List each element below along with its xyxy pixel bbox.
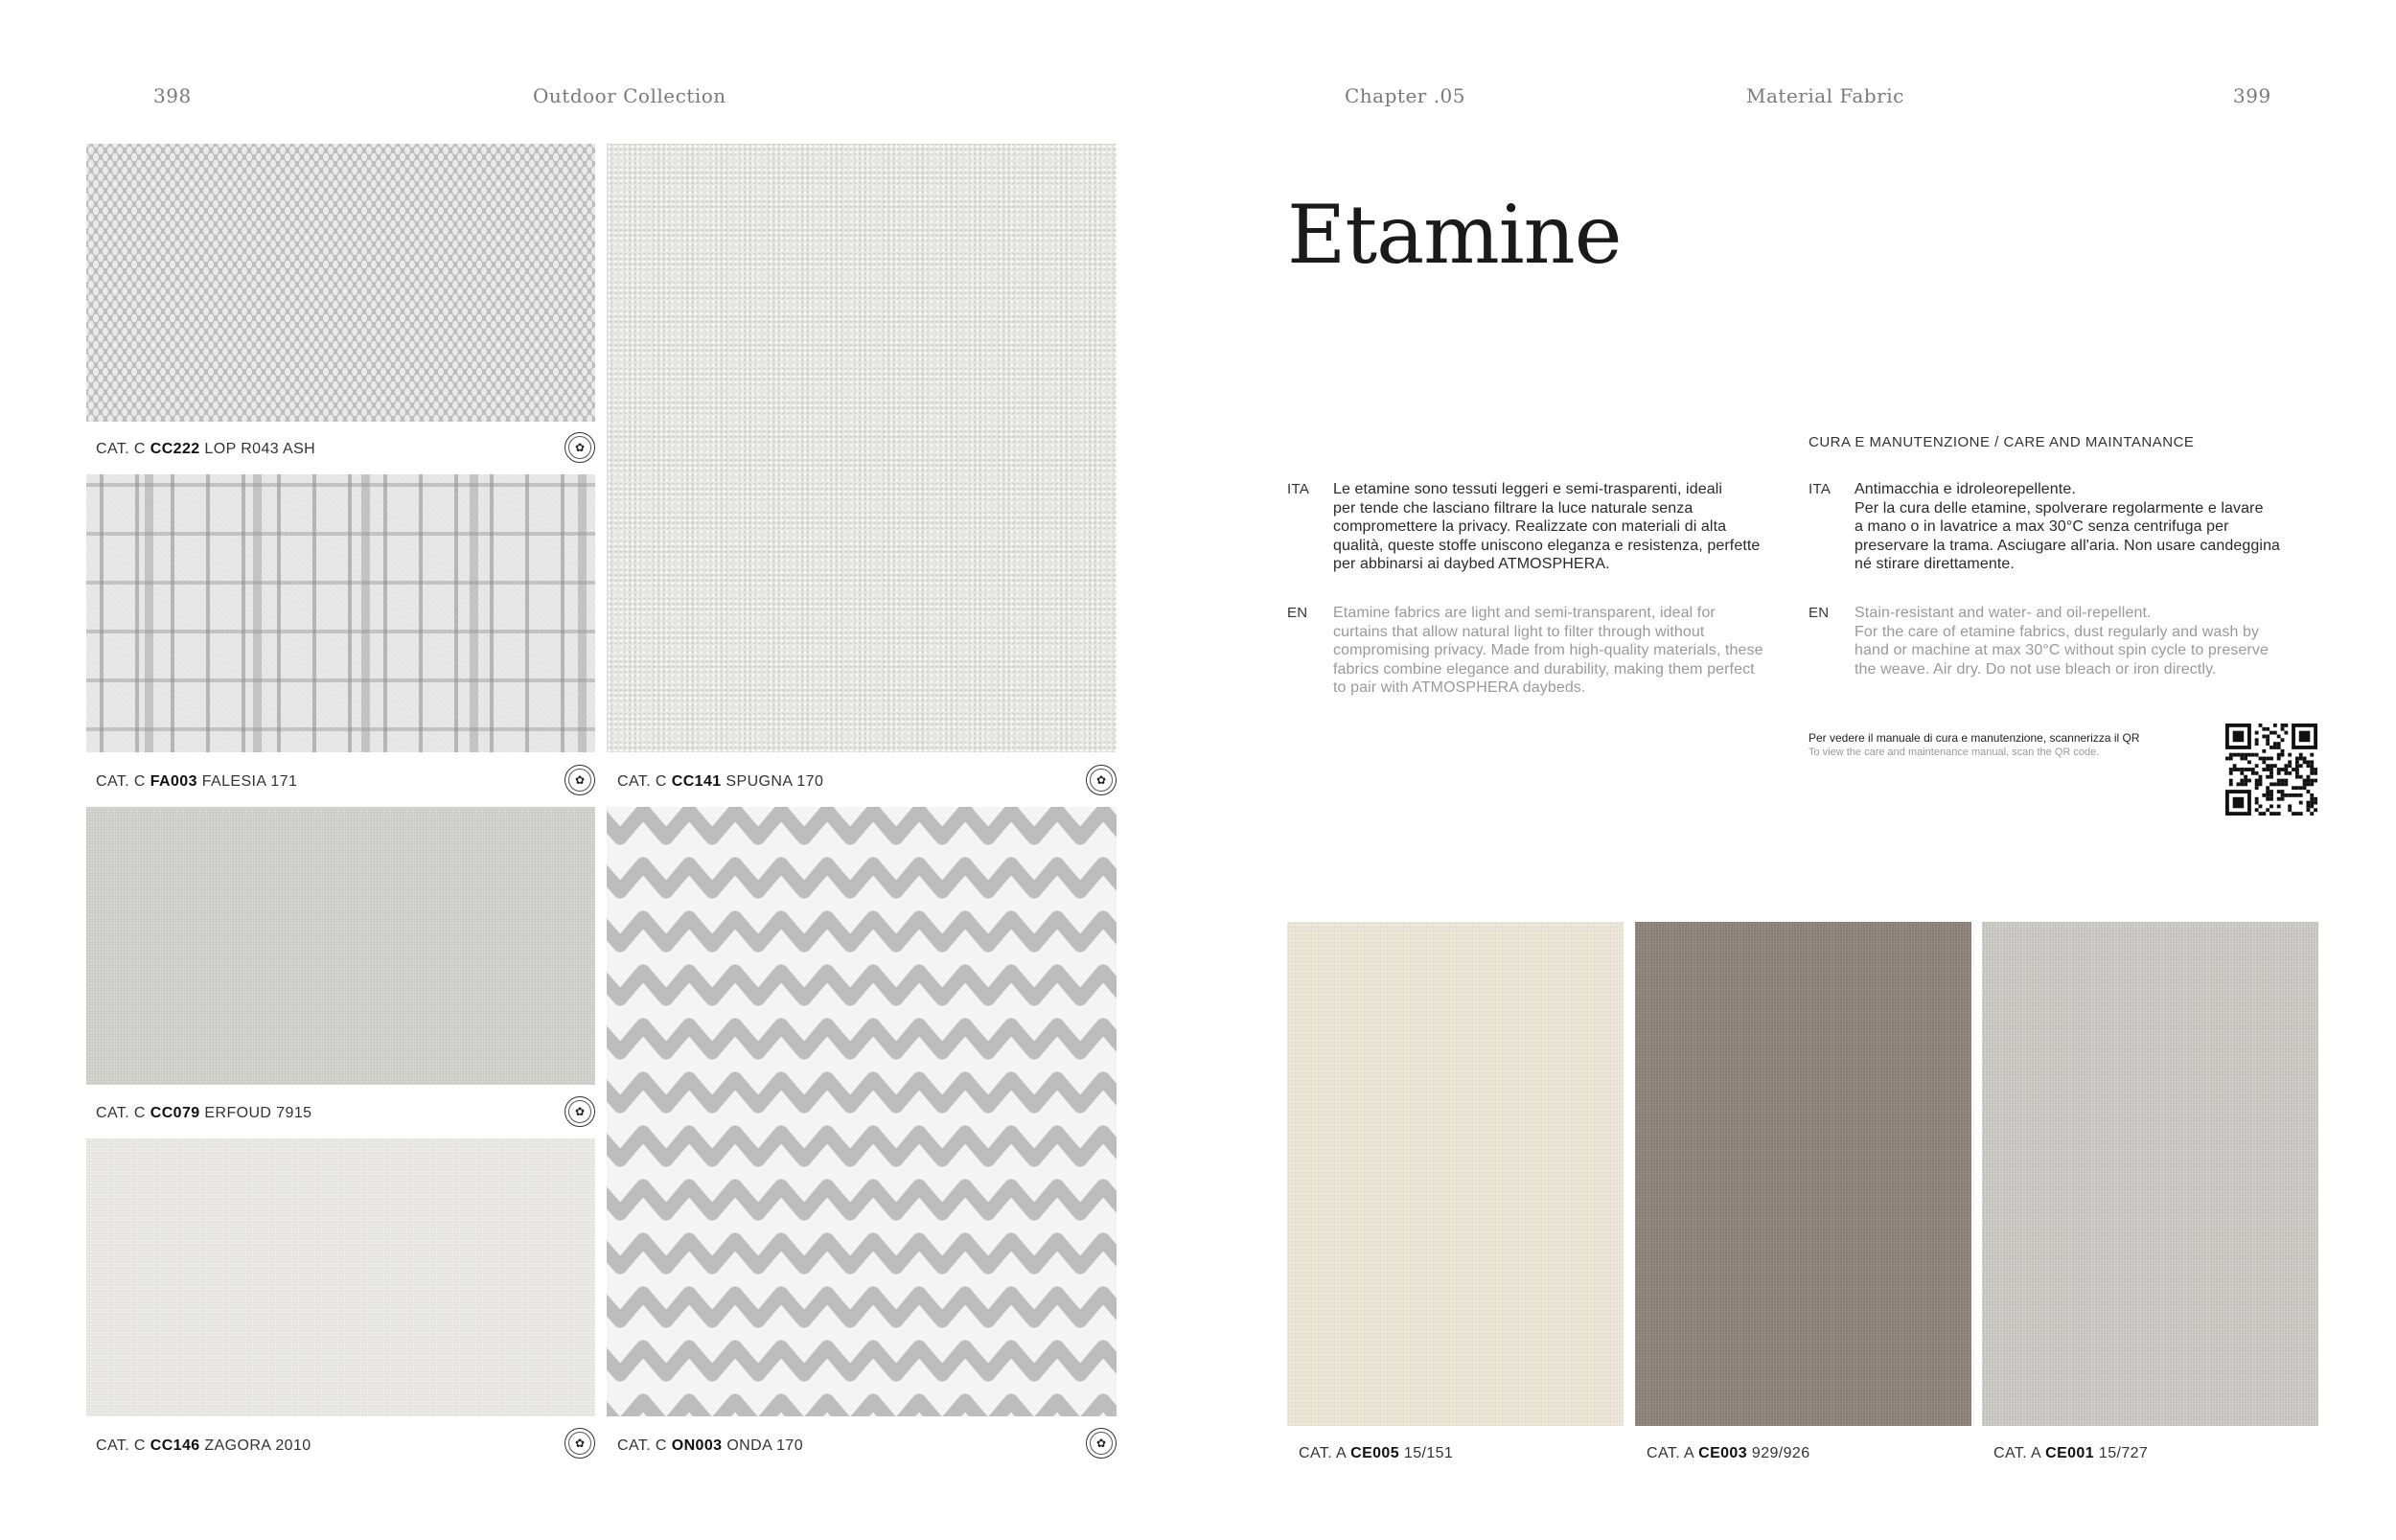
caption-cat: CAT. C bbox=[96, 1437, 146, 1454]
swatch-ce003 bbox=[1635, 922, 1971, 1426]
swatch-caption-cc079 bbox=[96, 1105, 311, 1122]
caption-name: ZAGORA 2010 bbox=[204, 1437, 311, 1454]
caption-code: CE001 bbox=[2045, 1445, 2095, 1461]
caption-cat: CAT. A bbox=[1299, 1445, 1347, 1461]
care-ita-label: ITA bbox=[1809, 481, 1832, 497]
chevron-wave-pattern bbox=[607, 807, 1117, 1416]
swatch-caption-ce005 bbox=[1299, 1445, 1453, 1462]
wave-stripe bbox=[607, 1401, 1117, 1416]
wave-stripe bbox=[607, 1186, 1117, 1213]
certification-seal-icon: ✿ bbox=[1086, 765, 1117, 795]
caption-code: CC222 bbox=[150, 441, 200, 457]
text-line: per tende che lasciano filtrare la luce naturale senza bbox=[1333, 499, 1693, 517]
swatch-cc141 bbox=[607, 144, 1117, 752]
text-line: Stain-resistant and water- and oil-repellent. bbox=[1855, 605, 2152, 621]
caption-cat: CAT. C bbox=[96, 773, 146, 790]
wave-stripe bbox=[607, 811, 1117, 838]
description-en-label: EN bbox=[1287, 605, 1308, 621]
swatch-ce005 bbox=[1287, 922, 1624, 1426]
caption-name: 15/727 bbox=[2098, 1445, 2149, 1461]
swatch-ce001 bbox=[1982, 922, 2318, 1426]
swatch-on003 bbox=[607, 807, 1117, 1416]
caption-code: ON003 bbox=[671, 1437, 723, 1454]
caption-code: CC146 bbox=[150, 1437, 200, 1454]
text-line: compromising privacy. Made from high-quality materials, these bbox=[1333, 642, 1763, 658]
caption-code: FA003 bbox=[150, 773, 197, 790]
certification-seal-icon: ✿ bbox=[564, 1096, 595, 1127]
certification-seal-icon: ✿ bbox=[1086, 1428, 1117, 1459]
text-line: compromettere la privacy. Realizzate con materiali di alta bbox=[1333, 518, 1727, 535]
wave-stripe bbox=[607, 1240, 1117, 1267]
wave-stripe bbox=[607, 1079, 1117, 1106]
text-line: hand or machine at max 30°C without spin cycle to preserve bbox=[1855, 642, 2269, 658]
text-line: per abbinarsi ai daybed ATMOSPHERA. bbox=[1333, 556, 1610, 572]
text-line: qualità, queste stoffe uniscono eleganza e resistenza, perfette bbox=[1333, 537, 1761, 554]
wave-stripe bbox=[607, 864, 1117, 891]
caption-code: CC141 bbox=[671, 773, 722, 790]
swatch-caption-fa003 bbox=[96, 773, 297, 791]
caption-code: CE003 bbox=[1698, 1445, 1748, 1461]
caption-code: CC079 bbox=[150, 1105, 200, 1121]
left-page-number: 398 bbox=[153, 84, 192, 107]
text-line: Antimacchia e idroleorepellente. bbox=[1855, 481, 2076, 497]
text-line: curtains that allow natural light to filter through without bbox=[1333, 623, 1705, 640]
text-line: to pair with ATMOSPHERA daybeds. bbox=[1333, 679, 1586, 696]
description-ita-label: ITA bbox=[1287, 481, 1310, 497]
text-line: the weave. Air dry. Do not use bleach or iron directly. bbox=[1855, 660, 2217, 678]
text-line: a mano o in lavatrice a max 30°C senza centrifuga per bbox=[1855, 518, 2229, 535]
care-en-label: EN bbox=[1809, 605, 1830, 621]
qr-note-en: To view the care and maintenance manual, scan the QR code. bbox=[1809, 747, 2100, 758]
right-section-title: Material Fabric bbox=[1746, 84, 1904, 107]
caption-cat: CAT. C bbox=[96, 1105, 146, 1121]
right-page-number: 399 bbox=[2233, 84, 2271, 107]
text-line: Etamine fabrics are light and semi-transparent, ideal for bbox=[1333, 605, 1716, 621]
page-title: Etamine bbox=[1287, 188, 1622, 282]
caption-cat: CAT. C bbox=[617, 773, 667, 790]
text-line: Per la cura delle etamine, spolverare regolarmente e lavare bbox=[1855, 499, 2264, 517]
caption-name: ERFOUD 7915 bbox=[204, 1105, 312, 1121]
caption-name: FALESIA 171 bbox=[201, 773, 298, 790]
text-line: preservare la trama. Asciugare all'aria. Non usare candeggina bbox=[1855, 537, 2281, 554]
swatch-cc222 bbox=[86, 144, 595, 422]
swatch-cc146 bbox=[86, 1138, 595, 1416]
chapter-label: Chapter .05 bbox=[1345, 84, 1466, 107]
wave-stripe bbox=[607, 1133, 1117, 1160]
swatch-cc079 bbox=[86, 807, 595, 1085]
wave-stripe bbox=[607, 1025, 1117, 1052]
swatch-caption-cc146 bbox=[96, 1437, 311, 1455]
qr-code-icon[interactable] bbox=[2225, 724, 2317, 816]
description-ita-text bbox=[1333, 480, 1793, 574]
certification-seal-icon: ✿ bbox=[564, 432, 595, 463]
swatch-fa003 bbox=[86, 474, 595, 752]
caption-cat: CAT. A bbox=[1647, 1445, 1694, 1461]
caption-cat: CAT. A bbox=[1993, 1445, 2041, 1461]
caption-name: LOP R043 ASH bbox=[204, 441, 316, 457]
wave-stripe bbox=[607, 972, 1117, 999]
wave-stripe bbox=[607, 918, 1117, 945]
care-ita-text bbox=[1855, 480, 2334, 574]
caption-cat: CAT. C bbox=[617, 1437, 667, 1454]
swatch-caption-cc141 bbox=[617, 773, 823, 791]
swatch-caption-ce001 bbox=[1993, 1445, 2148, 1462]
swatch-caption-cc222 bbox=[96, 441, 315, 458]
text-line: For the care of etamine fabrics, dust regularly and wash by bbox=[1855, 623, 2260, 640]
caption-name: ONDA 170 bbox=[726, 1437, 803, 1454]
caption-name: 929/926 bbox=[1751, 1445, 1810, 1461]
description-en-text bbox=[1333, 604, 1793, 698]
wave-stripe bbox=[607, 1294, 1117, 1321]
care-heading: CURA E MANUTENZIONE / CARE AND MAINTANANCE bbox=[1809, 434, 2195, 450]
wave-stripe bbox=[607, 1347, 1117, 1374]
text-line: né stirare direttamente. bbox=[1855, 556, 2015, 572]
qr-note-ita: Per vedere il manuale di cura e manutenzione, scannerizza il QR bbox=[1809, 731, 2140, 745]
care-en-text bbox=[1855, 604, 2334, 678]
left-section-title: Outdoor Collection bbox=[533, 84, 726, 107]
caption-name: SPUGNA 170 bbox=[726, 773, 824, 790]
swatch-caption-ce003 bbox=[1647, 1445, 1810, 1462]
certification-seal-icon: ✿ bbox=[564, 765, 595, 795]
text-line: fabrics combine elegance and durability, making them perfect bbox=[1333, 660, 1755, 678]
caption-cat: CAT. C bbox=[96, 441, 146, 457]
caption-name: 15/151 bbox=[1403, 1445, 1454, 1461]
caption-code: CE005 bbox=[1350, 1445, 1400, 1461]
certification-seal-icon: ✿ bbox=[564, 1428, 595, 1459]
text-line: Le etamine sono tessuti leggeri e semi-trasparenti, ideali bbox=[1333, 481, 1723, 497]
swatch-caption-on003 bbox=[617, 1437, 803, 1455]
